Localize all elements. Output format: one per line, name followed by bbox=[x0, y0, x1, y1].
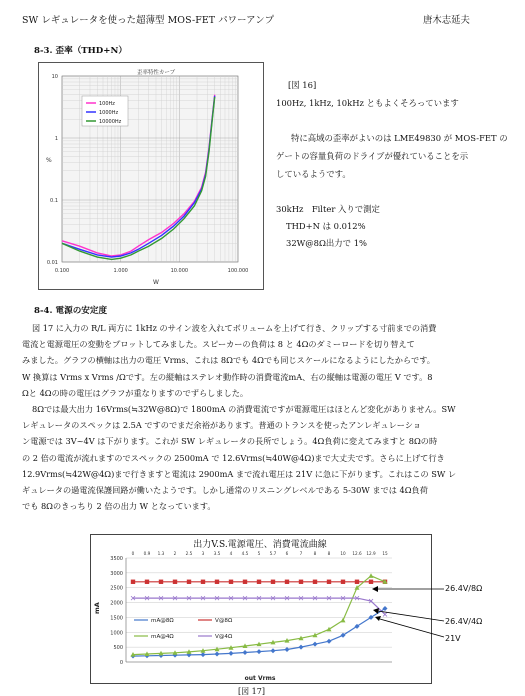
annotation-8ohm: 26.4V/8Ω bbox=[445, 584, 483, 593]
power-legend-label: mA@8Ω bbox=[151, 618, 174, 624]
power-x-tick-label: 10 bbox=[340, 551, 346, 556]
power-point bbox=[299, 580, 303, 584]
power-x-tick-label: 4.5 bbox=[241, 551, 249, 556]
power-x-tick-label: 8 bbox=[313, 551, 317, 556]
power-legend-label: mA@4Ω bbox=[151, 634, 174, 640]
fig16-comment-3: しているようです。 bbox=[276, 169, 351, 179]
thd-y-tick-label: 10 bbox=[51, 74, 58, 80]
power-point bbox=[145, 580, 149, 584]
measure-line-2: THD+N は 0.012% bbox=[286, 221, 366, 231]
para2-line: 12.9Vrms(≒42W@4Ω)まで行きますと電流は 2900mA まで流れ電圧は 21V に急に下がります。これはこの SW レ bbox=[22, 468, 457, 479]
power-x-tick-label: 2.5 bbox=[185, 551, 193, 556]
power-y-tick-label: 0 bbox=[119, 660, 123, 666]
fig17-caption: [図 17] bbox=[238, 687, 265, 696]
power-point bbox=[243, 580, 247, 584]
paragraph-1 bbox=[22, 320, 510, 401]
measure-line-3: 32W@8Ω出力で 1% bbox=[286, 238, 367, 248]
paragraph-2 bbox=[22, 401, 510, 514]
power-x-tick-label: 7 bbox=[299, 551, 303, 556]
power-x-tick-label: 12.9 bbox=[366, 551, 376, 556]
annotation-arrows bbox=[370, 575, 450, 645]
section-heading-thd: 8-3. 歪率（THD+N） bbox=[34, 46, 127, 56]
para1-line: Ωと 4Ωの時の電圧はグラフが重なりますのでずらしました。 bbox=[22, 387, 249, 398]
para2-line: 8Ωでは最大出力 16Vrms(≒32W@8Ω)で 1800mA の消費電流ですが電源電圧はほとんど変化がありません。SW bbox=[32, 404, 456, 414]
fig16-comment-1: 特に高域の歪率がよいのは LME49830 が MOS-FET の bbox=[291, 133, 508, 143]
power-x-tick-label: 5.7 bbox=[269, 551, 277, 556]
power-point bbox=[341, 580, 345, 584]
power-chart-title: 出力V.S.電源電圧、消費電流曲線 bbox=[193, 540, 327, 550]
thd-x-axis-label: W bbox=[153, 279, 159, 286]
power-y-tick-label: 1000 bbox=[110, 630, 123, 637]
annotation-4ohm: 26.4V/4Ω bbox=[445, 617, 483, 626]
thd-y-tick-label: 0.01 bbox=[46, 260, 58, 266]
power-x-tick-label: 12.6 bbox=[352, 551, 362, 556]
power-y-tick-label: 2500 bbox=[110, 585, 123, 592]
thd-legend-label: 100Hz bbox=[99, 101, 115, 107]
power-point bbox=[257, 580, 261, 584]
power-y-tick-label: 3500 bbox=[110, 556, 123, 562]
fig16-label: [図 16] bbox=[288, 80, 317, 90]
power-legend-label: V@8Ω bbox=[215, 618, 233, 624]
thd-y-tick-label: 0.1 bbox=[50, 198, 58, 204]
thd-chart-title: 歪率特性カーブ bbox=[136, 70, 176, 76]
power-x-tick-label: 4 bbox=[229, 551, 233, 556]
thd-chart bbox=[38, 62, 264, 290]
page-header-author: 唐木志延夫 bbox=[423, 15, 470, 26]
power-y-tick-label: 500 bbox=[113, 645, 123, 652]
power-point bbox=[131, 580, 135, 584]
power-legend-label: V@4Ω bbox=[215, 634, 233, 640]
fig16-description: 100Hz, 1kHz, 10kHz ともよくそろっています bbox=[276, 98, 459, 108]
power-x-tick-label: 8 bbox=[327, 551, 331, 556]
power-x-tick-label: 3 bbox=[201, 551, 205, 556]
power-x-tick-label: 3.5 bbox=[213, 551, 221, 556]
para2-line: レギュレータのスペックは 2.5A ですのでまだ余裕があります。普通のトランスを使ったアンレギュレーショ bbox=[22, 420, 422, 431]
power-point bbox=[187, 580, 191, 584]
thd-y-tick-label: 1 bbox=[54, 136, 58, 142]
section-heading-power: 8-4. 電源の安定度 bbox=[34, 306, 108, 316]
power-y-axis-label: mA bbox=[93, 602, 101, 614]
power-point bbox=[159, 580, 163, 584]
annotation-21v: 21V bbox=[445, 634, 461, 643]
para2-line: の 2 倍の電流が流れますのでスペックの 2500mA で 12.6Vrms(≒40W@4Ω)まで大丈夫です。さらに上げて行き bbox=[22, 452, 445, 463]
page-header-title: SW レギュレータを使った超薄型 MOS-FET パワーアンプ bbox=[22, 15, 275, 26]
power-point bbox=[271, 580, 275, 584]
thd-legend-label: 1000Hz bbox=[99, 110, 119, 116]
thd-legend-label: 10000Hz bbox=[99, 119, 122, 125]
power-x-tick-label: 1.3 bbox=[157, 551, 165, 556]
para2-line: でも 8Ωのきっちり 2 倍の出力 W となっています。 bbox=[22, 501, 216, 512]
power-point bbox=[201, 580, 205, 584]
thd-x-tick-label: 10.000 bbox=[170, 268, 189, 274]
thd-legend bbox=[82, 96, 128, 126]
para1-line: 図 17 に入力の R/L 両方に 1kHz のサイン波を入れてボリュームを上げて行き、クリップする寸前までの消費 bbox=[32, 323, 437, 333]
para2-line: ン電源では 3V~4V は下がります。これが SW レギュレータの長所でしょう。4Ω負荷に変えてみますと 8Ωの時 bbox=[22, 436, 438, 447]
power-point bbox=[285, 580, 289, 584]
power-x-tick-label: 15 bbox=[382, 551, 388, 556]
para1-line: W 換算は Vrms x Vrms /Ωです。左の縦軸はステレオ動作時の消費電流mA、右の縦軸は電源の電圧 V です。8 bbox=[22, 371, 433, 382]
power-x-tick-label: 0.9 bbox=[143, 551, 151, 556]
power-x-tick-label: 6 bbox=[285, 551, 289, 556]
para1-line: みました。グラフの横軸は出力の電圧 Vrms、これは 8Ωでも 4Ωでも同じスケールになるようにしたからです。 bbox=[22, 355, 435, 366]
thd-y-axis-label: % bbox=[46, 157, 52, 164]
power-y-tick-label: 3000 bbox=[110, 570, 123, 577]
power-point bbox=[355, 580, 359, 584]
thd-x-tick-label: 100.000 bbox=[227, 268, 249, 274]
power-x-tick-label: 0 bbox=[131, 551, 135, 556]
fig16-comment-2: ゲートの容量負荷のドライブが優れていることを示 bbox=[276, 151, 469, 161]
power-x-axis-label: out Vrms bbox=[244, 675, 276, 682]
power-x-tick-label: 2 bbox=[173, 551, 177, 556]
thd-x-tick-label: 0.100 bbox=[54, 268, 70, 274]
power-x-tick-label: 5 bbox=[257, 551, 261, 556]
power-point bbox=[215, 580, 219, 584]
power-point bbox=[229, 580, 233, 584]
power-point bbox=[313, 580, 317, 584]
para2-line: ギュレータの過電流保護回路が働いたようです。しかし通常のリスニングレベルである 5-30W までは 4Ω負荷 bbox=[22, 485, 428, 496]
power-y-tick-label: 1500 bbox=[110, 615, 123, 622]
para1-line: 電流と電源電圧の変動をプロットしてみました。スピーカーの負荷は 8 と 4Ωのダミーロードを切り替えて bbox=[22, 339, 415, 350]
measure-line-1: 30kHz Filter 入りで測定 bbox=[276, 204, 380, 214]
thd-x-tick-label: 1.000 bbox=[113, 268, 128, 274]
power-point bbox=[173, 580, 177, 584]
power-point bbox=[327, 580, 331, 584]
power-y-tick-label: 2000 bbox=[110, 600, 123, 607]
